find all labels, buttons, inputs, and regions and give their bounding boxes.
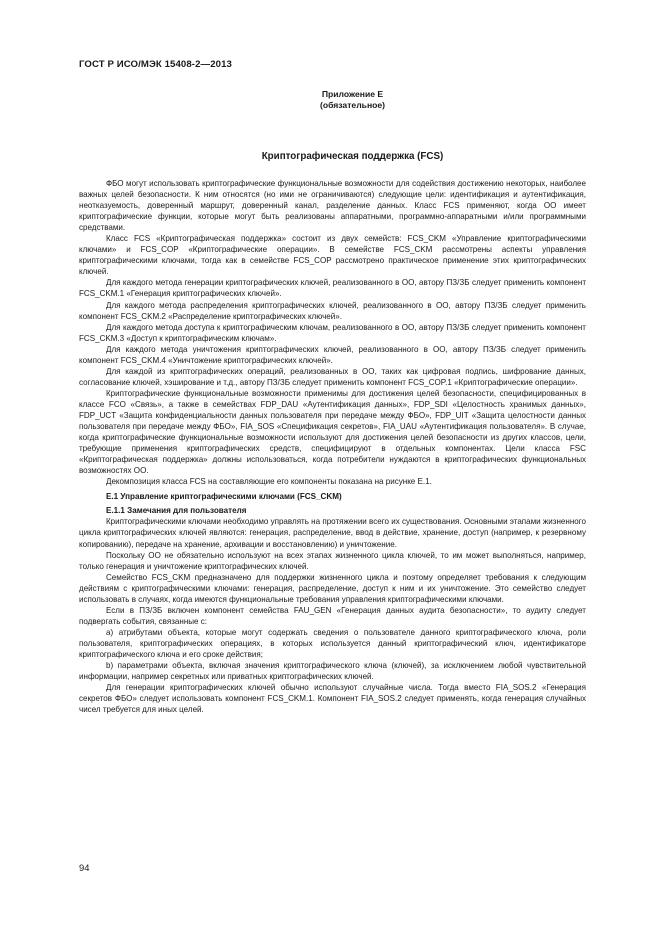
paragraph: Криптографические функциональные возможности применимы для достижения целей безопасности, специфицированных в классе FCO «Связь», а также в семействах FDP_DAU «Аутентификация данных», FDP_SDI «Целостность хранимых данных», FDP_UCT «Защита конфиденциальности данных пользователя при передаче между ФБО», FDP_UIT «Защита целостности данных пользователя при передаче между ФБО», FIA_SOS «Спецификация секретов», FIA_UAU «Аутентификация пользователя». В случае, когда криптографические функциональные возможности используют для достижения целей безопасности из других классов, цели, требующие применения криптографических средств, специфицируют в отдельных компонентах. Цели класса FSC «Криптографическая поддержка» должны использоваться, когда потребители нуждаются в криптографических функциональных возможностях ОО. bbox=[79, 388, 586, 476]
list-item: a) атрибутами объекта, которые могут содержать сведения о пользователе данного криптографического ключа, роли пользователя, криптографических операциях, в которых используется данный криптографический ключ, идентификаторе криптографического ключа и его сроке действия; bbox=[79, 627, 586, 659]
paragraph: Для каждого метода распределения криптографических ключей, реализованного в ОО, автору ПЗ/ЗБ следует применить компонент FCS_CKM.2 «Распределение криптографических ключей». bbox=[79, 300, 586, 321]
paragraph: Для каждого метода уничтожения криптографических ключей, реализованного в ОО, автору ПЗ/ЗБ следует применить компонент FCS_CKM.4 «Уничтожение криптографических ключей». bbox=[79, 344, 586, 365]
page-number: 94 bbox=[79, 862, 90, 873]
paragraph: Криптографическими ключами необходимо управлять на протяжении всего их существования. Основными этапами жизненного цикла криптографических ключей являются: генерация, распределение, ввод в действие, хранение, доступ (например, к резервному копированию), передаче на хранение, архивации и восстановлению) и уничтожение. bbox=[79, 517, 586, 549]
paragraph: Для каждого метода генерации криптографических ключей, реализованного в ОО, автору ПЗ/ЗБ следует применить компонент FCS_CKM.1 «Генерация криптографических ключей». bbox=[79, 278, 586, 299]
paragraph: Для каждой из криптографических операций, реализованных в ОО, таких как цифровая подпись, шифрование данных, согласование ключей, хэширование и т.д., автору ПЗ/ЗБ следует применить компонент FCS_COP.1 «Криптографические операции». bbox=[79, 366, 586, 387]
paragraph: Для генерации криптографических ключей обычно используют случайные числа. Тогда вместо FIA_SOS.2 «Генерация секретов ФБО» следует использовать компонент FCS_CKM.1. Компонент FIA_SOS.2 следует применять, когда генерация случайных чисел требуется для иных целей. bbox=[79, 683, 586, 715]
appendix-title: Приложение Е bbox=[321, 89, 384, 99]
paragraph: ФБО могут использовать криптографические функциональные возможности для содействия достижению некоторых, наиболее важных целей безопасности. К ним относятся (но ими не ограничиваются) следующие цели: идентификация и аутентификация, неотказуемость, доверенный маршрут, доверенный канал, разделение данных. Класс FCS применяют, когда ОО имеет криптографические функции, которые могут быть реализованы аппаратными, программно-аппаратными и/или программными средствами. bbox=[79, 179, 586, 233]
standard-header: ГОСТ Р ИСО/МЭК 15408-2—2013 bbox=[79, 59, 232, 70]
paragraph: Для каждого метода доступа к криптографическим ключам, реализованного в ОО, автору ПЗ/ЗБ следует применить компонент FCS_CKM.3 «Доступ к криптографическим ключам». bbox=[79, 322, 586, 343]
appendix-heading bbox=[0, 89, 661, 111]
paragraph: Если в ПЗ/ЗБ включен компонент семейства FAU_GEN «Генерация данных аудита безопасности», то аудиту следует подвергать события, связанные с: bbox=[79, 605, 586, 626]
paragraph: Декомпозиция класса FCS на составляющие его компоненты показана на рисунке Е.1. bbox=[106, 477, 432, 487]
subsubsection-title: Е.1.1 Замечания для пользователя bbox=[106, 506, 247, 516]
document-body bbox=[79, 178, 586, 715]
subsection-title: Е.1 Управление криптографическими ключами (FCS_CKM) bbox=[106, 492, 342, 502]
paragraph: Семейство FCS_CKM предназначено для поддержки жизненного цикла и поэтому определяет требования к следующим действиям с криптографическими ключами: генерация, распределение, доступ к ним и их уничтожение. Это семейство следует использовать в случаях, когда имеются функциональные требования управления криптографическими ключами. bbox=[79, 572, 586, 604]
paragraph: Поскольку ОО не обязательно используют на всех этапах жизненного цикла ключей, то им может выполняться, например, только генерация и уничтожение криптографических ключей. bbox=[79, 550, 586, 571]
section-title: Криптографическая поддержка (FCS) bbox=[261, 151, 444, 162]
paragraph: Класс FCS «Криптографическая поддержка» состоит из двух семейств: FCS_CKM «Управление криптографическими ключами» и FCS_COP «Криптографические операции». В семействе FCS_CKM рассмотрены аспекты управления криптографическими ключами, тогда как в семействе FCS_COP рассмотрено практическое применение этих криптографических ключей. bbox=[79, 234, 586, 277]
appendix-status: (обязательное) bbox=[319, 100, 386, 110]
list-item: b) параметрами объекта, включая значения криптографического ключа (ключей), за исключением любой чувствительной информации, например секретных или приватных криптографических ключей. bbox=[79, 661, 586, 682]
